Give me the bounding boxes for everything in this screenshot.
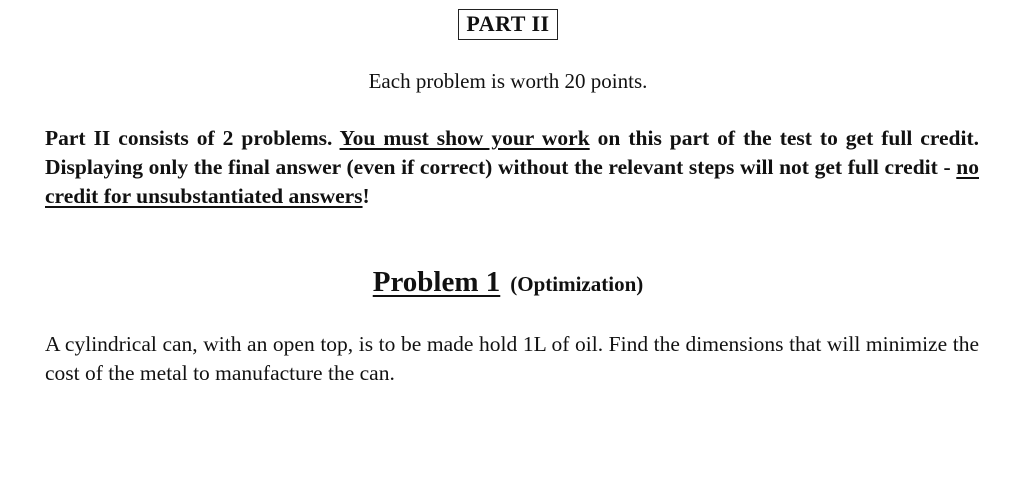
problem-1-statement: A cylindrical can, with an open top, is to be made hold 1L of oil. Find the dimensions that will minimize the cost of the metal to manufacture the can. xyxy=(45,332,979,385)
points-statement: Each problem is worth 20 points. xyxy=(368,69,648,93)
problem-1-heading xyxy=(0,266,1016,299)
problem-1-title: Problem 1 xyxy=(372,266,501,298)
instructions-emphasis-no-credit: no credit for unsubstantiated answers xyxy=(45,155,979,208)
instructions-text-3: ! xyxy=(362,184,370,208)
problem-1-subtitle: (Optimization) xyxy=(510,272,644,296)
instructions-text-2: on this part of the test to get full credit. Displaying only the final answer (even if correct) without the relevant steps will not get full credit - xyxy=(45,126,979,179)
instructions-paragraph xyxy=(45,124,979,211)
instructions-emphasis-show-work: You must show your work xyxy=(339,126,590,150)
instructions-text-1: Part II consists of 2 problems. xyxy=(45,126,340,150)
part-label-box: PART II xyxy=(458,9,557,40)
part-header xyxy=(0,9,1016,40)
